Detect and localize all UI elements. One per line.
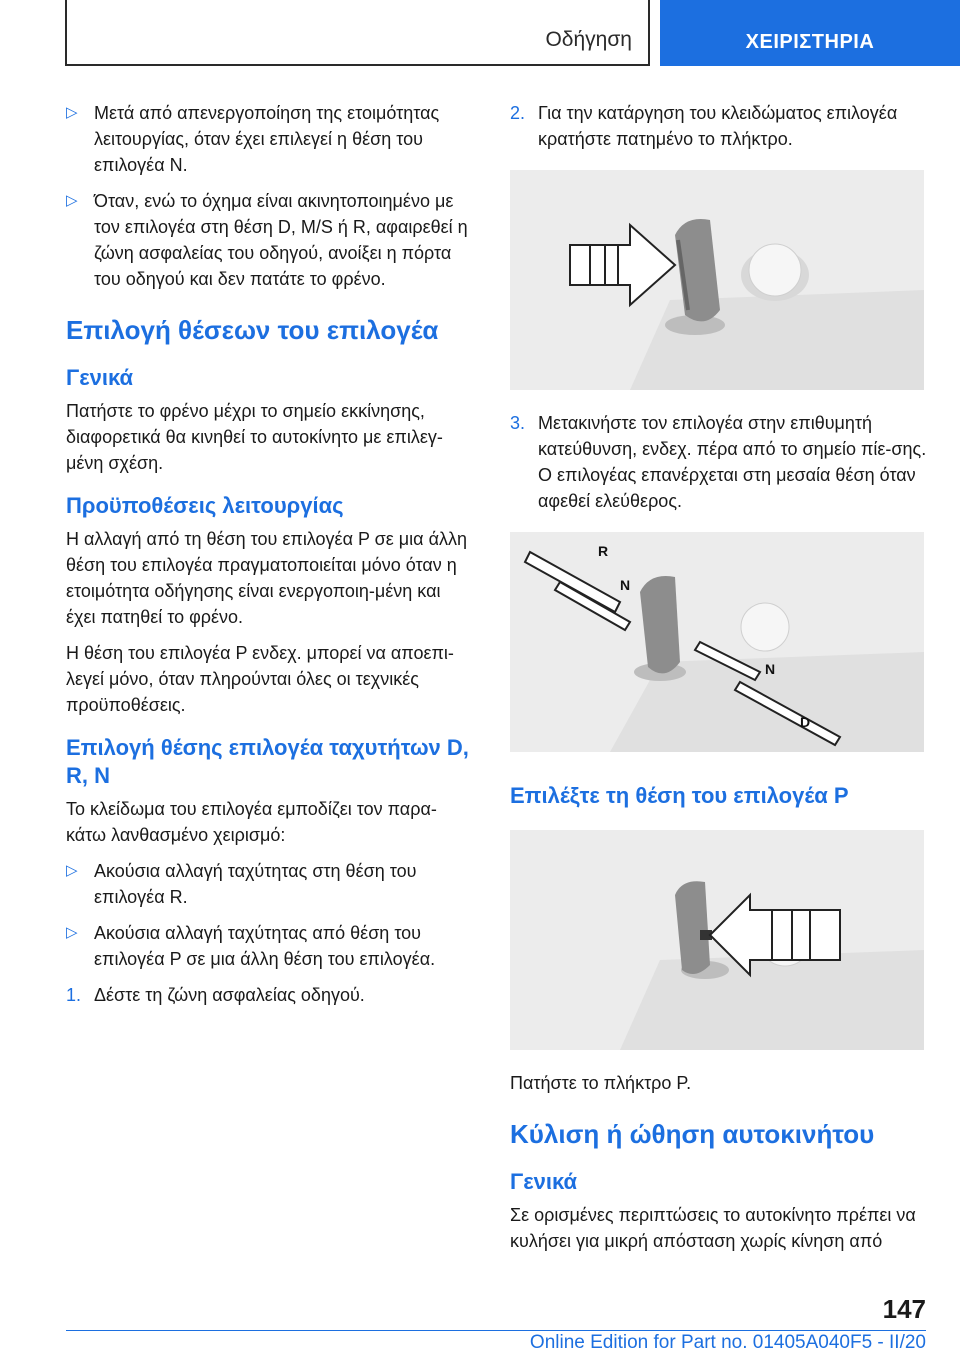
list-item: ▷ Ακούσια αλλαγή ταχύτητας από θέση του επιλογέα P σε μια άλλη θέση του επιλογέα. — [66, 920, 470, 972]
triangle-bullet-icon: ▷ — [66, 862, 78, 879]
paragraph-prerequisites-2: Η θέση του επιλογέα P ενδεχ. μπορεί να αποεπι-λεγεί μόνο, όταν πληρούνται όλες οι τεχνικές προϋποθέσεις. — [66, 643, 454, 715]
figure-p-button — [510, 830, 924, 1050]
step-item — [510, 100, 930, 152]
paragraph-selector-lock: Το κλείδωμα του επιλογέα εμποδίζει τον παρα-κάτω λανθασμένο χειρισμό: — [66, 799, 437, 845]
heading-general: Γενικά — [66, 365, 134, 390]
paragraph-rolling-general: Σε ορισμένες περιπτώσεις το αυτοκίνητο πρέπει να κυλήσει για μικρή απόσταση χωρίς κίνηση από — [510, 1205, 916, 1251]
heading-rolling: Κύλιση ή ώθηση αυτοκινήτου — [510, 1119, 875, 1149]
triangle-bullet-icon: ▷ — [66, 192, 78, 209]
paragraph-general: Πατήστε το φρένο μέχρι το σημείο εκκίνησης, διαφορετικά θα κινηθεί το αυτοκίνητο με επιλεγ-μένη σχέση. — [66, 401, 443, 473]
section-tab — [65, 0, 650, 66]
heading-prerequisites: Προϋποθέσεις λειτουργίας — [66, 493, 344, 518]
step-number: 3. — [510, 413, 526, 433]
paragraph-prerequisites-1: Η αλλαγή από τη θέση του επιλογέα P σε μια άλλη θέση του επιλογέα πραγματοποιείται μόνο όταν η ετοιμότητα οδήγησης είναι ενεργοποιη-μένη και έχει πατηθεί το φρένο. — [66, 529, 468, 627]
triangle-bullet-icon: ▷ — [66, 104, 78, 121]
page-header — [0, 0, 960, 66]
fig-label-n-lower: N — [765, 661, 776, 677]
page-number: 147 — [882, 1294, 926, 1324]
list-item: ▷ Όταν, ενώ το όχημα είναι ακινητοποιημένο με τον επιλογέα στη θέση D, M/S ή R, αφαιρεθεί η ζώνη ασφαλείας του οδηγού, ανοίξει η πόρτα του οδηγού και δεν πατάτε το φρένο. — [66, 188, 470, 292]
step-number: 1. — [66, 985, 82, 1005]
paragraph-press-p: Πατήστε το πλήκτρο P. — [510, 1073, 692, 1093]
footer-edition: Online Edition for Part no. 01405A040F5 - II/20 — [529, 1332, 926, 1353]
triangle-bullet-icon: ▷ — [66, 924, 78, 941]
list-item: ▷ Μετά από απενεργοποίηση της ετοιμότητας λειτουργίας, όταν έχει επιλεγεί η θέση του επιλογέα N. — [66, 100, 470, 178]
chapter-title: ΧΕΙΡΙΣΤΗΡΙΑ — [745, 31, 875, 53]
step-text: Για την κατάργηση του κλειδώματος επιλογέα κρατήστε πατημένο το πλήκτρο. — [538, 103, 898, 149]
fig-label-r: R — [598, 543, 609, 559]
figure-selector-directions — [510, 532, 924, 752]
step-item — [66, 982, 470, 1008]
heading-select-p: Επιλέξτε τη θέση του επιλογέα P — [510, 783, 849, 808]
figure-unlock-button — [510, 170, 924, 390]
heading-select-drn: Επιλογή θέσης επιλογέα ταχυτήτων D, R, N — [66, 735, 469, 788]
step-text: Δέστε τη ζώνη ασφαλείας οδηγού. — [94, 985, 365, 1005]
heading-selector-positions: Επιλογή θέσεων του επιλογέα — [66, 315, 439, 345]
section-title: Οδήγηση — [545, 28, 632, 51]
footer-divider — [66, 1330, 926, 1331]
step-item — [510, 410, 930, 514]
fig-label-n-upper: N — [620, 577, 631, 593]
left-column — [66, 100, 470, 1018]
step-text: Μετακινήστε τον επιλογέα στην επιθυμητή κατεύθυνση, ενδεχ. πέρα από το σημείο πίε-σης. Ο επιλογέας επανέρχεται στη μεσαία θέση όταν αφεθεί ελεύθερος. — [538, 413, 927, 511]
right-column — [510, 100, 930, 1264]
list-item: ▷ Ακούσια αλλαγή ταχύτητας στη θέση του επιλογέα R. — [66, 858, 470, 910]
fig-label-d: D — [800, 714, 811, 730]
chapter-tab — [660, 0, 960, 66]
step-number: 2. — [510, 103, 526, 123]
heading-general-right: Γενικά — [510, 1169, 578, 1194]
